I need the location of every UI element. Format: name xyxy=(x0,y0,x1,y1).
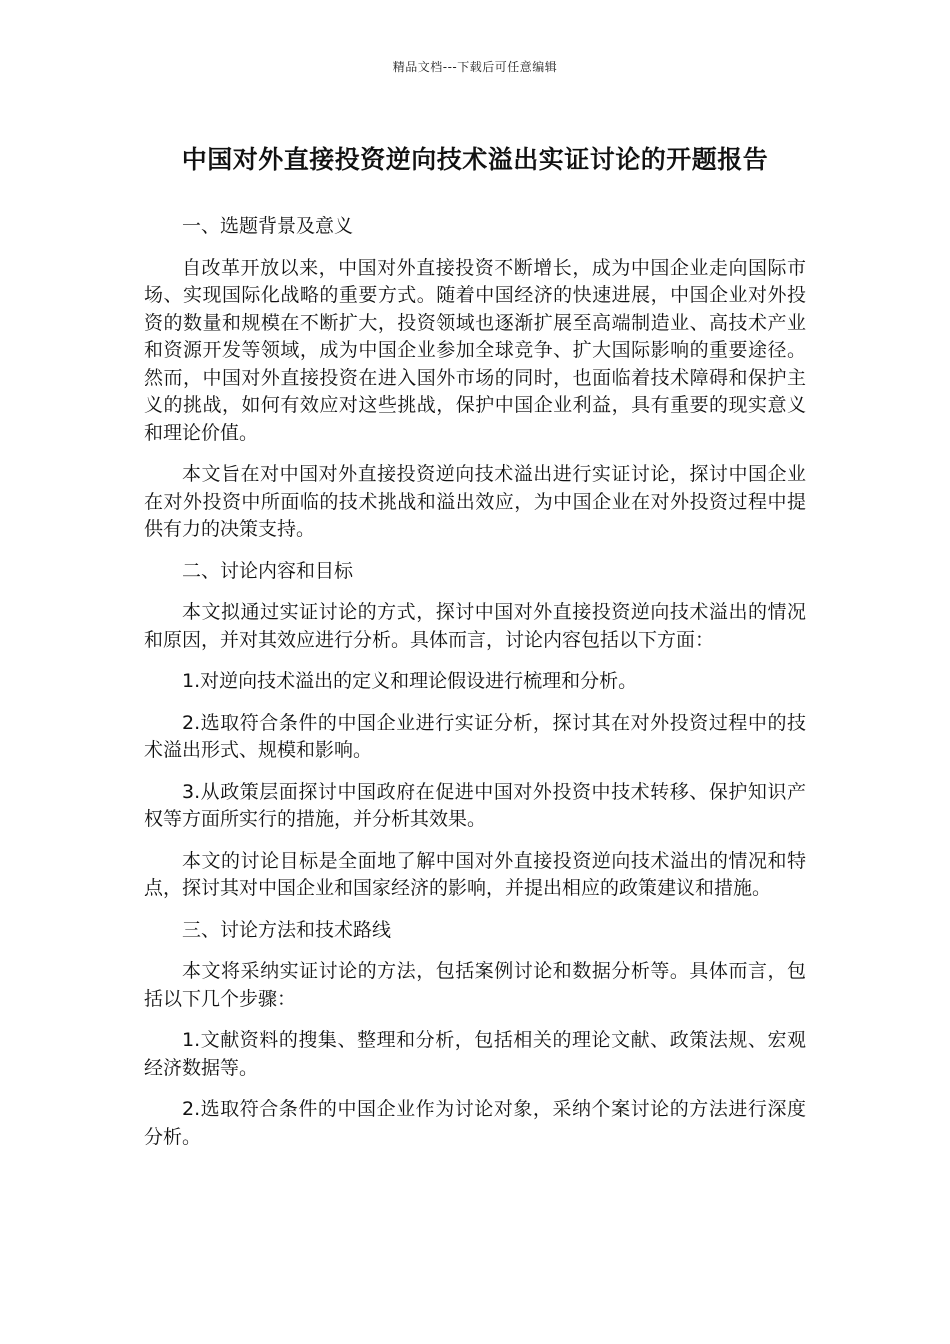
paragraph: 自改革开放以来，中国对外直接投资不断增长，成为中国企业走向国际市场、实现国际化战略的重要方式。随着中国经济的快速进展，中国企业对外投资的数量和规模在不断扩大，投资领域也逐渐扩展至高端制造业、高技术产业和资源开发等领域，成为中国企业参加全球竞争、扩大国际影响的重要途径。然而，中国对外直接投资在进入国外市场的同时，也面临着技术障碍和保护主义的挑战，如何有效应对这些挑战，保护中国企业利益，具有重要的现实意义和理论价值。 xyxy=(144,256,806,444)
section-heading: 三、讨论方法和技术路线 xyxy=(182,918,392,941)
list-item: 2.选取符合条件的中国企业作为讨论对象，采纳个案讨论的方法进行深度分析。 xyxy=(144,1098,806,1148)
document-title: 中国对外直接投资逆向技术溢出实证讨论的开题报告 xyxy=(181,145,769,174)
list-item: 1.文献资料的搜集、整理和分析，包括相关的理论文献、政策法规、宏观经济数据等。 xyxy=(144,1029,806,1079)
section-heading: 一、选题背景及意义 xyxy=(182,215,354,237)
header-note: 精品文档---下载后可任意编辑 xyxy=(392,60,558,74)
paragraph: 本文旨在对中国对外直接投资逆向技术溢出进行实证讨论，探讨中国企业在对外投资中所面临的技术挑战和溢出效应，为中国企业在对外投资过程中提供有力的决策支持。 xyxy=(144,463,806,540)
document-body xyxy=(144,213,806,1165)
paragraph: 本文的讨论目标是全面地了解中国对外直接投资逆向技术溢出的情况和特点，探讨其对中国企业和国家经济的影响，并提出相应的政策建议和措施。 xyxy=(144,849,806,899)
list-item: 2.选取符合条件的中国企业进行实证分析，探讨其在对外投资过程中的技术溢出形式、规模和影响。 xyxy=(144,711,806,761)
list-item: 3.从政策层面探讨中国政府在促进中国对外投资中技术转移、保护知识产权等方面所实行的措施，并分析其效果。 xyxy=(144,780,806,830)
section-heading: 二、讨论内容和目标 xyxy=(182,559,354,582)
paragraph: 本文拟通过实证讨论的方式，探讨中国对外直接投资逆向技术溢出的情况和原因，并对其效应进行分析。具体而言，讨论内容包括以下方面： xyxy=(144,601,806,651)
paragraph: 本文将采纳实证讨论的方法，包括案例讨论和数据分析等。具体而言，包括以下几个步骤： xyxy=(144,960,806,1010)
list-item: 1.对逆向技术溢出的定义和理论假设进行梳理和分析。 xyxy=(182,670,638,692)
